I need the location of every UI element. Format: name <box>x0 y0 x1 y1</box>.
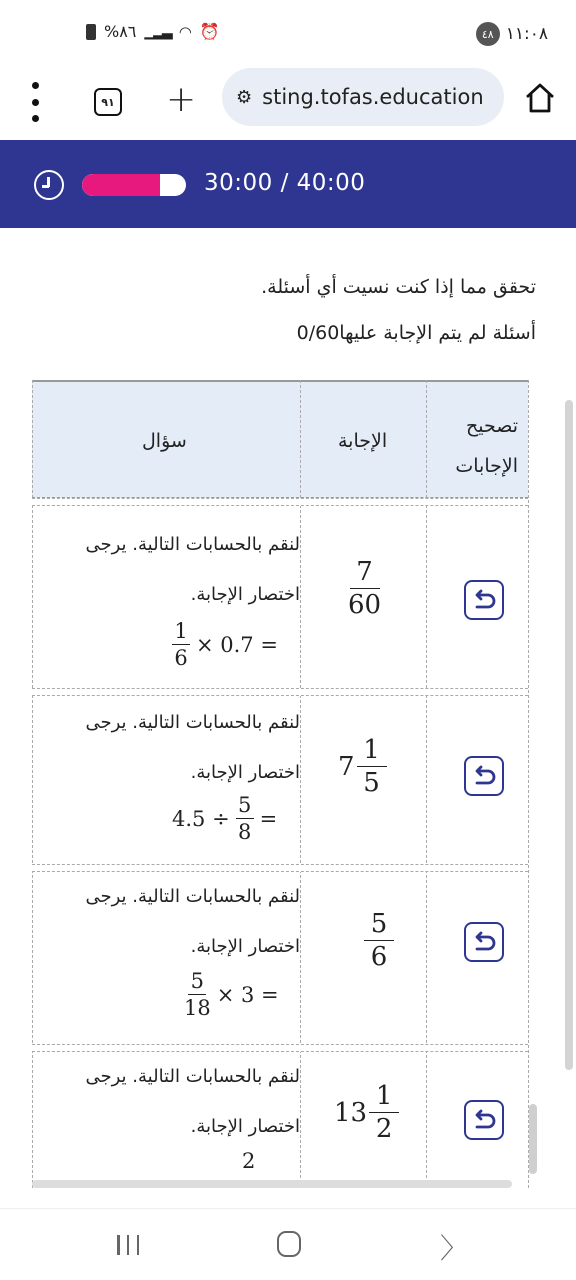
quiz-header <box>0 140 576 228</box>
tune-icon[interactable]: ⚙ <box>236 86 253 108</box>
check-notice: تحقق مما إذا كنت نسيت أي أسئلة. <box>261 276 536 298</box>
undo-button[interactable] <box>464 922 504 962</box>
question-line2: اختصار الإجابة. <box>190 762 300 783</box>
answer-value <box>338 734 387 799</box>
undo-icon <box>471 931 497 953</box>
answer-num: 5 <box>370 909 388 939</box>
clock-icon <box>34 170 64 200</box>
status-bar <box>0 0 576 66</box>
expr-prefix: 4.5 ÷ <box>172 806 230 831</box>
expr-fraction <box>236 792 254 845</box>
alarm-icon: ⏰ <box>199 22 220 41</box>
table-row <box>32 1052 528 1180</box>
answer-fraction <box>364 908 394 973</box>
question-line2: اختصار الإجابة. <box>190 1116 300 1137</box>
question-line1: لنقم بالحسابات التالية. يرجى <box>85 712 300 733</box>
url-text: sting.tofas.education <box>262 85 484 109</box>
expr-num: 1 <box>174 619 188 643</box>
answer-den: 5 <box>363 768 380 798</box>
back-icon[interactable]: 〉 <box>440 1232 469 1265</box>
answer-value <box>346 556 381 621</box>
expr-den: 6 <box>174 646 188 670</box>
expr-suffix: = <box>259 806 278 831</box>
answer-den: 2 <box>375 1114 393 1144</box>
expr-den: 8 <box>237 820 252 844</box>
table-row <box>32 506 528 690</box>
expr-num: 2 <box>242 1149 256 1173</box>
expr-fraction <box>184 968 211 1021</box>
review-table <box>32 380 528 1188</box>
header-answer: الإجابة <box>338 430 388 452</box>
address-bar[interactable] <box>222 68 504 126</box>
question-line2: اختصار الإجابة. <box>190 584 300 605</box>
browser-toolbar <box>0 66 576 140</box>
table-header <box>32 380 528 498</box>
expr-suffix: × 3 = <box>216 982 279 1007</box>
answer-fraction <box>369 1080 399 1145</box>
question-expression <box>178 968 279 1021</box>
battery-percent: %٨٦ <box>104 22 137 41</box>
timer-text: 30:00 / 40:00 <box>204 170 366 196</box>
battery-icon <box>86 24 96 40</box>
new-tab-icon[interactable]: + <box>166 79 197 120</box>
answer-num: 1 <box>363 735 380 765</box>
undo-icon <box>471 1109 497 1131</box>
answer-whole: 7 <box>338 751 355 782</box>
signal-icon: ▁▂▃ <box>144 23 171 40</box>
question-line1: لنقم بالحسابات التالية. يرجى <box>85 1066 300 1087</box>
answer-fraction <box>357 734 387 799</box>
question-expression <box>172 792 277 845</box>
header-correction-line1: تصحيح <box>465 415 518 437</box>
wifi-icon: ◠ <box>178 22 192 41</box>
expr-den: 18 <box>184 996 211 1020</box>
expr-fraction <box>242 1148 255 1174</box>
notification-badge: ٤٨ <box>476 22 500 46</box>
undo-icon <box>471 765 497 787</box>
status-icons-left <box>86 22 220 41</box>
page-scrollbar[interactable] <box>565 400 573 1070</box>
answer-value <box>362 908 394 973</box>
menu-icon[interactable] <box>30 82 40 122</box>
expr-suffix: × 0.7 = <box>196 632 278 657</box>
answer-den: 60 <box>348 590 382 620</box>
answer-num: 7 <box>356 557 373 587</box>
answer-fraction <box>348 556 381 621</box>
recent-apps-icon[interactable] <box>117 1235 139 1255</box>
question-line1: لنقم بالحسابات التالية. يرجى <box>85 534 300 555</box>
header-question: سؤال <box>142 430 187 452</box>
header-correction <box>455 406 518 486</box>
answer-den: 6 <box>370 942 388 972</box>
table-row <box>32 696 528 864</box>
undo-button[interactable] <box>464 756 504 796</box>
expr-num: 5 <box>237 793 252 817</box>
question-line2: اختصار الإجابة. <box>190 936 300 957</box>
table-scrollbar[interactable] <box>529 1104 537 1174</box>
answer-whole: 13 <box>334 1097 368 1128</box>
question-line1: لنقم بالحسابات التالية. يرجى <box>85 886 300 907</box>
undo-button[interactable] <box>464 580 504 620</box>
question-expression <box>242 1148 255 1174</box>
unanswered-notice: أسئلة لم يتم الإجابة عليها0/60 <box>296 322 536 344</box>
table-row <box>32 872 528 1042</box>
expr-fraction <box>172 618 190 671</box>
status-time: ١١:٠٨ <box>505 24 548 44</box>
status-icons-right <box>476 22 548 46</box>
question-expression <box>166 618 278 671</box>
undo-button[interactable] <box>464 1100 504 1140</box>
system-nav-bar <box>0 1208 576 1280</box>
home-nav-icon[interactable] <box>277 1231 301 1257</box>
header-correction-line2: الإجابات <box>455 455 518 477</box>
horizontal-scrollbar[interactable] <box>32 1180 512 1188</box>
expr-num: 5 <box>190 969 205 993</box>
time-progress-bar <box>82 174 186 196</box>
time-progress-fill <box>82 174 160 196</box>
home-icon[interactable] <box>522 80 558 116</box>
tabs-button[interactable]: ٩١ <box>94 88 122 116</box>
answer-num: 1 <box>375 1081 393 1111</box>
undo-icon <box>471 589 497 611</box>
answer-value <box>334 1080 399 1145</box>
